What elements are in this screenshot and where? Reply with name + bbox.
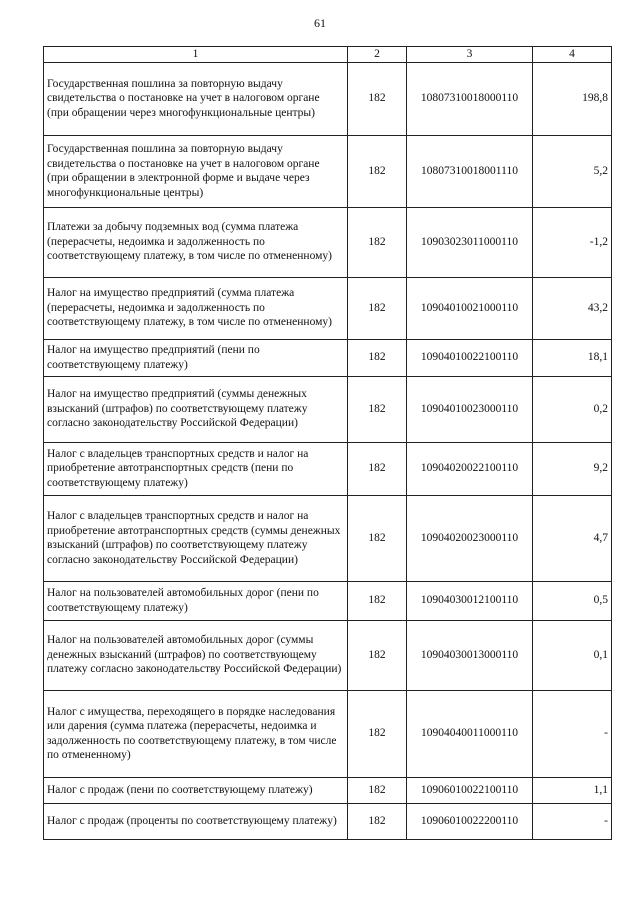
row-admin-code: 182: [348, 135, 407, 207]
row-admin-code: 182: [348, 495, 407, 581]
header-row: [44, 47, 612, 63]
table-row: [44, 62, 612, 135]
column-header-2: 2: [348, 47, 407, 63]
table-row: [44, 803, 612, 839]
table-row: [44, 620, 612, 690]
row-budget-code: 10807310018000110: [407, 62, 533, 135]
row-budget-code: 10904010021000110: [407, 277, 533, 339]
row-amount: -1,2: [533, 207, 612, 277]
row-amount: -: [533, 803, 612, 839]
row-budget-code: 10904040011000110: [407, 690, 533, 777]
row-amount: 0,5: [533, 581, 612, 620]
row-description: Государственная пошлина за повторную выдачу свидетельства о постановке на учет в налоговом органе (при обращении через многофункциональные центры): [44, 62, 348, 135]
row-budget-code: 10903023011000110: [407, 207, 533, 277]
row-budget-code: 10906010022100110: [407, 777, 533, 803]
row-admin-code: 182: [348, 376, 407, 442]
row-description: Налог на имущество предприятий (суммы денежных взысканий (штрафов) по соответствующему платежу согласно законодательству Российской Федерации): [44, 376, 348, 442]
table-body: [44, 62, 612, 839]
revenue-table: [43, 46, 612, 840]
row-description: Налог на пользователей автомобильных дорог (суммы денежных взысканий (штрафов) по соответствующему платежу согласно законодательству Российской Федерации): [44, 620, 348, 690]
table-row: [44, 581, 612, 620]
row-budget-code: 10906010022200110: [407, 803, 533, 839]
row-admin-code: 182: [348, 777, 407, 803]
row-admin-code: 182: [348, 207, 407, 277]
row-budget-code: 10904020022100110: [407, 442, 533, 495]
page-number: 61: [314, 16, 326, 30]
row-description: Налог на имущество предприятий (пени по соответствующему платежу): [44, 339, 348, 376]
row-admin-code: 182: [348, 690, 407, 777]
row-description: Налог с продаж (пени по соответствующему платежу): [44, 777, 348, 803]
row-budget-code: 10807310018001110: [407, 135, 533, 207]
row-budget-code: 10904030012100110: [407, 581, 533, 620]
column-header-1: 1: [44, 47, 348, 63]
column-header-3: 3: [407, 47, 533, 63]
row-amount: 198,8: [533, 62, 612, 135]
row-amount: 4,7: [533, 495, 612, 581]
table-row: [44, 690, 612, 777]
row-amount: 0,1: [533, 620, 612, 690]
row-budget-code: 10904020023000110: [407, 495, 533, 581]
row-description: Налог с владельцев транспортных средств и налог на приобретение автотранспортных средств (пени по соответствующему платежу): [44, 442, 348, 495]
table-row: [44, 777, 612, 803]
table-row: [44, 207, 612, 277]
table-row: [44, 135, 612, 207]
row-amount: 0,2: [533, 376, 612, 442]
row-admin-code: 182: [348, 339, 407, 376]
row-amount: 43,2: [533, 277, 612, 339]
row-admin-code: 182: [348, 581, 407, 620]
column-header-4: 4: [533, 47, 612, 63]
table-header: [44, 47, 612, 63]
table-row: [44, 442, 612, 495]
row-admin-code: 182: [348, 62, 407, 135]
row-description: Налог на пользователей автомобильных дорог (пени по соответствующему платежу): [44, 581, 348, 620]
row-description: Налог с владельцев транспортных средств и налог на приобретение автотранспортных средств (суммы денежных взысканий (штрафов) по соответствующему платежу согласно законодательству Российской Федерации): [44, 495, 348, 581]
table-row: [44, 277, 612, 339]
row-description: Государственная пошлина за повторную выдачу свидетельства о постановке на учет в налоговом органе (при обращении в электронной форме и выдаче через многофункциональные центры): [44, 135, 348, 207]
row-description: Налог с продаж (проценты по соответствующему платежу): [44, 803, 348, 839]
row-admin-code: 182: [348, 620, 407, 690]
row-description: Платежи за добычу подземных вод (сумма платежа (перерасчеты, недоимка и задолженность по соответствующему платежу, в том числе по отмененному): [44, 207, 348, 277]
row-admin-code: 182: [348, 277, 407, 339]
row-budget-code: 10904010022100110: [407, 339, 533, 376]
row-amount: 1,1: [533, 777, 612, 803]
row-description: Налог с имущества, переходящего в порядке наследования или дарения (сумма платежа (перерасчеты, недоимка и задолженность по соответствующему платежу, в том числе по отмененному): [44, 690, 348, 777]
row-amount: 5,2: [533, 135, 612, 207]
row-admin-code: 182: [348, 442, 407, 495]
row-amount: 18,1: [533, 339, 612, 376]
table-row: [44, 495, 612, 581]
row-amount: -: [533, 690, 612, 777]
row-admin-code: 182: [348, 803, 407, 839]
table-row: [44, 376, 612, 442]
row-amount: 9,2: [533, 442, 612, 495]
row-budget-code: 10904030013000110: [407, 620, 533, 690]
row-budget-code: 10904010023000110: [407, 376, 533, 442]
table-row: [44, 339, 612, 376]
row-description: Налог на имущество предприятий (сумма платежа (перерасчеты, недоимка и задолженность по соответствующему платежу, в том числе по отмененному): [44, 277, 348, 339]
